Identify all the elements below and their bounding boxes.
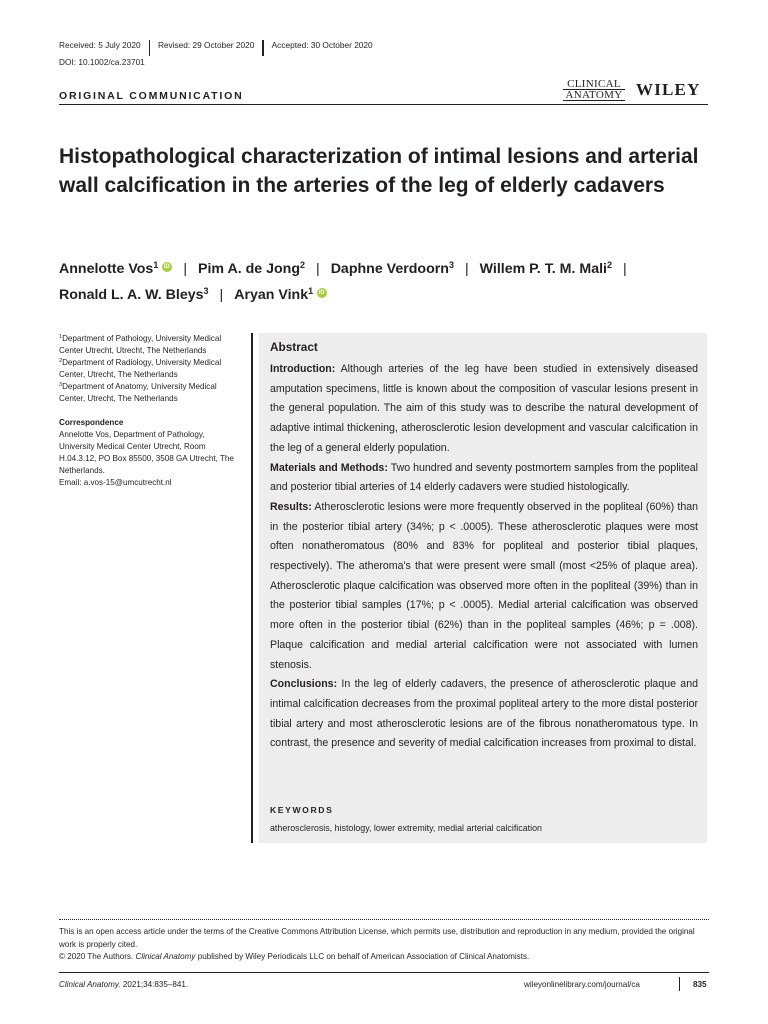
section-label: ORIGINAL COMMUNICATION (59, 90, 244, 102)
affiliation: $^3$Department of Anatomy, University Medical Center, Utrecht, The Netherlands (59, 382, 217, 404)
accepted-date: Accepted: 30 October 2020 (271, 40, 373, 50)
abstract-box (259, 333, 707, 843)
header-divider (59, 104, 708, 105)
footer-divider (59, 972, 709, 973)
journal-logo-line1: CLINICAL (563, 79, 625, 90)
license-divider (59, 919, 709, 920)
correspondence-email[interactable]: Email: a.vos-15@umcutrecht.nl (59, 478, 172, 488)
copyright-line: © 2020 The Authors. Clinical Anatomy published by Wiley Periodicals LLC on behalf of American Association of Clinical Anatomists. (59, 952, 530, 961)
journal-logo (563, 79, 625, 99)
correspondence-heading: Correspondence (59, 417, 124, 427)
abstract-conclusions: Conclusions: In the leg of elderly cadavers, the presence of atherosclerotic plaque and intimal calcification decreases from the proximal popliteal artery to the more distal posterior tibial artery and most atherosclerotic lesions are of the fibrous nonatheromatous type. In contrast, the presence and severity of medial calcification increases from proximal to distal. (270, 678, 698, 750)
abstract-methods: Materials and Methods: Two hundred and seventy postmortem samples from the popliteal and posterior tibial arteries of 14 elderly cadavers were studied histologically. (270, 461, 698, 494)
author[interactable]: Ronald L. A. W. Bleys$^3$ (59, 286, 209, 303)
abstract-body (270, 340, 698, 754)
keywords-list: atherosclerosis, histology, lower extremity, medial arterial calcification (270, 823, 542, 833)
affiliation: $^2$Department of Radiology, University Medical Center, Utrecht, The Netherlands (59, 358, 222, 380)
footer-citation: Clinical Anatomy. 2021;34:835–841. (59, 980, 189, 989)
orcid-icon[interactable] (317, 288, 327, 298)
article-title: Histopathological characterization of intimal lesions and arterial wall calcification in the arteries of the leg of elderly cadavers (59, 145, 699, 197)
author-separator: | (219, 287, 224, 303)
author-separator: | (316, 261, 320, 277)
affiliation: $^1$Department of Pathology, University Medical Center Utrecht, Utrecht, The Netherlands (59, 334, 222, 356)
affiliations-column (59, 333, 242, 489)
author-separator: | (183, 261, 188, 277)
footer-url[interactable]: wileyonlinelibrary.com/journal/ca (524, 980, 640, 989)
abstract-results: Results: Atherosclerotic lesions were more frequently observed in the popliteal (60%) than in the posterior tibial artery (34%; p < .0005). These atherosclerotic plaques were most often nonatheromatous (80% and 83% for popliteal and posterior tibial plaques, respectively). The atheroma's that were present were small (most <25% of plaque area). Atherosclerotic plaque calcification was observed more often in the popliteal (39%) than in the posterior tibial samples (17%; p < .0005). Medial arterial calcification was observed more often in the posterior tibial (62%) than in the popliteal samples (46%; p = .008). Plaque calcification and medial arterial calcification were not associated with lumen stenosis. (270, 500, 698, 671)
column-divider (251, 333, 253, 843)
keywords-heading: KEYWORDS (270, 805, 334, 815)
doi[interactable]: DOI: 10.1002/ca.23701 (59, 57, 145, 67)
article-dates (59, 40, 373, 56)
revised-date: Revised: 29 October 2020 (157, 40, 255, 50)
author[interactable]: Annelotte Vos$^1$ (59, 260, 159, 277)
author-separator: | (464, 261, 469, 277)
author[interactable]: Willem P. T. M. Mali$^2$ (479, 260, 612, 277)
abstract-heading: Abstract (270, 340, 318, 354)
journal-logo-line2: ANATOMY (563, 90, 625, 101)
orcid-icon[interactable] (162, 262, 172, 272)
correspondence-address: Annelotte Vos, Department of Pathology, University Medical Center Utrecht, Room H.04.3.12, PO Box 85500, 3508 GA Utrecht, The Netherlands. (59, 429, 234, 475)
author-separator: | (622, 261, 627, 277)
author-list (59, 256, 719, 308)
page-number: 835 (693, 980, 707, 989)
license-notice (59, 926, 709, 964)
footer-separator (679, 977, 680, 991)
received-date: Received: 5 July 2020 (59, 40, 141, 50)
date-separator (149, 40, 150, 56)
date-separator (262, 40, 263, 56)
publisher-logo: WILEY (636, 80, 701, 99)
license-text: This is an open access article under the terms of the Creative Commons Attribution License, which permits use, distribution and reproduction in any medium, provided the original work is properly cited. (59, 927, 695, 949)
abstract-introduction: Introduction: Although arteries of the leg have been studied in extensively diseased amputation specimens, little is known about the composition of vascular lesions present in the general population. The aim of this study was to describe the natural development of adaptive intimal thickening, atherosclerotic lesion development and vascular calcification in the leg of a general elderly population. (270, 363, 698, 454)
author[interactable]: Aryan Vink$^1$ (234, 286, 314, 303)
author[interactable]: Daphne Verdoorn$^3$ (330, 260, 454, 277)
author[interactable]: Pim A. de Jong$^2$ (198, 260, 305, 277)
